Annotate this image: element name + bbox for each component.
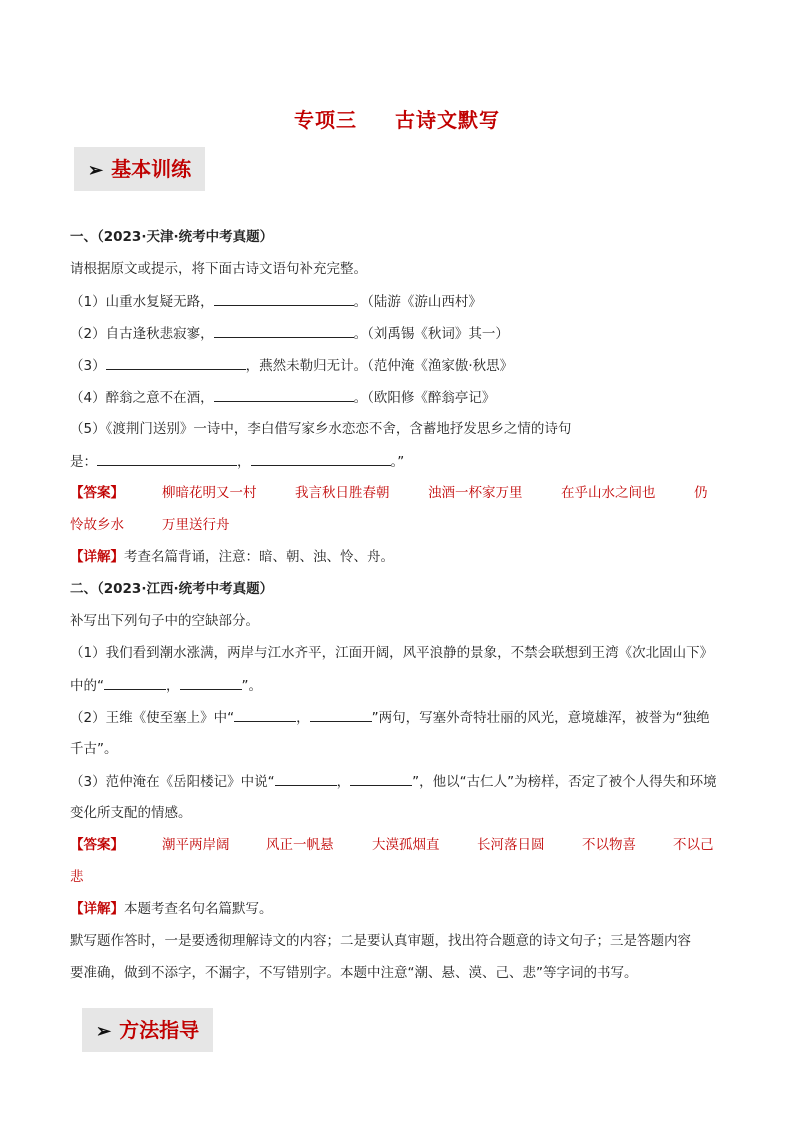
answer-text: 大漠孤烟直 [372, 837, 440, 853]
answer-blank [97, 451, 237, 466]
question-2-item-1-line-1: （1）我们看到潮水涨满，两岸与江水齐平，江面开阔，风平浪静的景象，不禁会联想到王湾《次北固山下》 [70, 645, 714, 661]
section-label: 基本训练 [111, 157, 192, 181]
answer-text: 长河落日圆 [477, 837, 545, 853]
answer-blank [214, 291, 354, 306]
answer-text: 万里送行舟 [162, 517, 230, 533]
question-2-item-2-line-2: 千古”。 [70, 741, 118, 757]
answer-text: 不以物喜 [582, 837, 636, 853]
question-1-item-3: （3） ，燕然未勒归无计。（范仲淹《渔家傲·秋思》 [70, 355, 513, 376]
question-1-heading: 一、（2023·天津·统考中考真题） [70, 229, 274, 245]
answer-blank [104, 675, 166, 690]
question-2-item-3-line-1: （3）范仲淹在《岳阳楼记》中说“ ， ”，他以“古仁人”为榜样，否定了被个人得失和环境 [70, 771, 717, 792]
question-2-item-2-line-1: （2）王维《使至塞上》中“ ， ”两句，写塞外奇特壮丽的风光，意境雄浑，被誉为“独绝 [70, 707, 710, 728]
question-1-instruction: 请根据原文或提示，将下面古诗文语句补充完整。 [70, 261, 367, 277]
detail-text: 考查名篇背诵，注意：暗、朝、浊、怜、舟。 [124, 549, 394, 565]
section-header-basic-training [74, 147, 205, 191]
question-1-item-1: （1）山重水复疑无路， 。（陆游《游山西村》 [70, 291, 482, 312]
question-2-item-3-line-2: 变化所支配的情感。 [70, 805, 192, 821]
answer-blank [180, 675, 242, 690]
answer-text: 风正一帆悬 [266, 837, 334, 853]
answer-blank [214, 387, 354, 402]
title-part1: 专项三 [294, 108, 357, 132]
answer-blank [275, 771, 337, 786]
answer-text: 怜故乡水 [70, 517, 124, 533]
detail-line [70, 899, 273, 919]
title-part2: 古诗文默写 [395, 108, 500, 132]
answer-text: 潮平两岸阔 [162, 837, 230, 853]
answer-label: 【答案】 [70, 485, 124, 501]
answer-text: 不以己 [673, 837, 714, 853]
answer-text: 浊酒一杯家万里 [428, 485, 523, 501]
detail-line [70, 547, 394, 567]
question-2-instruction: 补写出下列句子中的空缺部分。 [70, 613, 259, 629]
answer-blank [106, 355, 246, 370]
question-1-item-5-line-1: （5）《渡荆门送别》一诗中，李白借写家乡水恋恋不舍，含蓄地抒发思乡之情的诗句 [70, 421, 572, 437]
question-1-item-2: （2）自古逢秋悲寂寥， 。（刘禹锡《秋词》其一） [70, 323, 509, 344]
question-1-item-5-line-2: 是： ， 。” [70, 451, 404, 472]
question-2-heading: 二、（2023·江西·统考中考真题） [70, 581, 274, 597]
answer-text: 柳暗花明又一村 [162, 485, 257, 501]
arrow-icon: ➢ [96, 1021, 112, 1042]
answer-text: 我言秋日胜春朝 [295, 485, 390, 501]
detail-label: 【详解】 [70, 901, 124, 917]
answer-blank [251, 451, 391, 466]
answer-label: 【答案】 [70, 837, 124, 853]
question-1-item-4: （4）醉翁之意不在酒， 。（欧阳修《醉翁亭记》 [70, 387, 495, 408]
explanation-line-1: 默写题作答时，一是要透彻理解诗文的内容；二是要认真审题，找出符合题意的诗文句子；三是答题内容 [70, 933, 691, 949]
page-title [0, 104, 794, 133]
answer-blank [350, 771, 412, 786]
detail-label: 【详解】 [70, 549, 124, 565]
answer-blank [234, 707, 296, 722]
answer-text: 悲 [70, 869, 84, 885]
section-header-method-guide [82, 1008, 213, 1052]
answer-text: 在乎山水之间也 [561, 485, 656, 501]
section-label: 方法指导 [119, 1018, 200, 1042]
answer-blank [214, 323, 354, 338]
explanation-line-2: 要准确，做到不添字，不漏字，不写错别字。本题中注意“潮、悬、漠、己、悲”等字词的书写。 [70, 965, 638, 981]
answer-blank [310, 707, 372, 722]
question-2-item-1-line-2: 中的“ ， ”。 [70, 675, 262, 696]
arrow-icon: ➢ [88, 160, 104, 181]
answer-text: 仍 [694, 485, 708, 501]
detail-text: 本题考查名句名篇默写。 [124, 901, 273, 917]
